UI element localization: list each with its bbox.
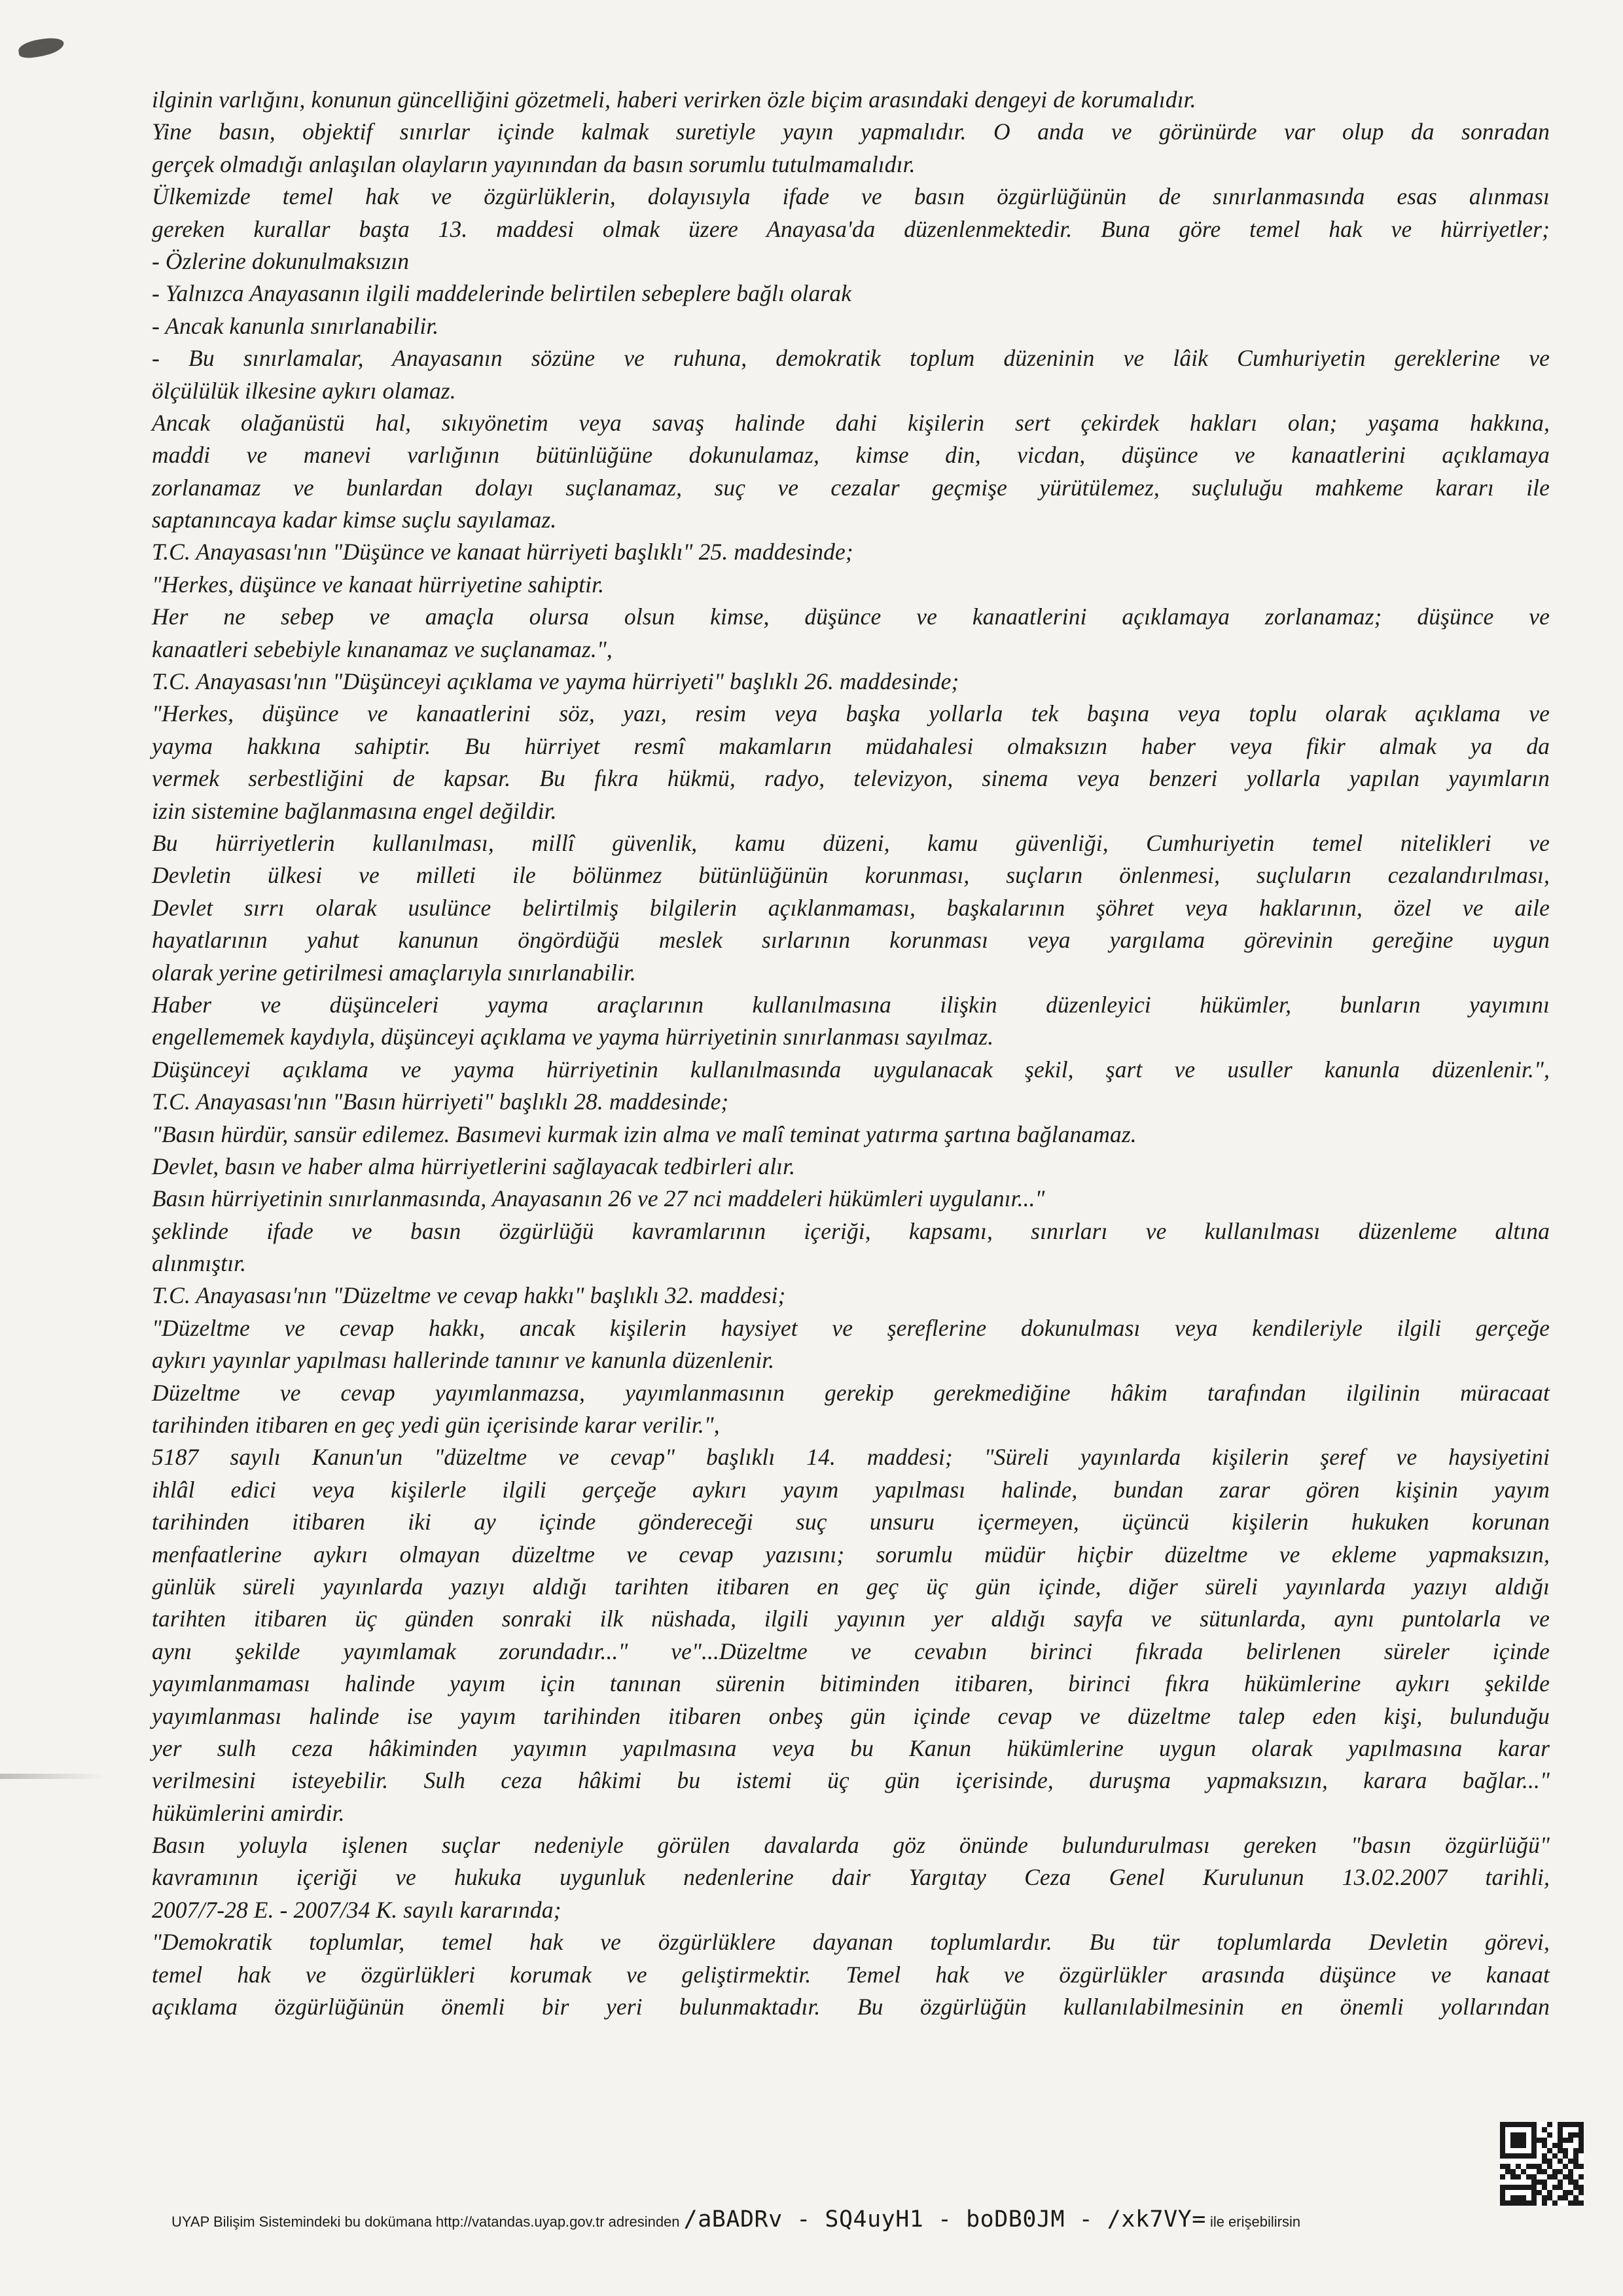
document-footer <box>171 2203 1487 2236</box>
text-line: - Bu sınırlamalar, Anayasanın sözüne ve ruhuna, demokratik toplum düzeninin ve lâik Cumhuriyetin gereklerine ve <box>152 345 1550 372</box>
text-line: Bu hürriyetlerin kullanılması, millî güvenlik, kamu düzeni, kamu güvenliği, Cumhuriyetin temel nitelikleri ve <box>152 829 1550 856</box>
text-line: tarihinden itibaren iki ay içinde göndereceği suç unsuru içermeyen, üçüncü kişilerin hukuken korunan <box>152 1509 1550 1535</box>
text-line: kavramının içeriği ve hukuka uygunluk nedenlerine dair Yargıtay Ceza Genel Kurulunun 13.02.2007 tarihli, <box>152 1864 1550 1891</box>
text-line: izin sistemine bağlanmasına engel değildir. <box>152 797 557 824</box>
text-line: aykırı yayınlar yapılması hallerinde tanınır ve kanunla düzenlenir. <box>152 1347 775 1374</box>
text-line: ölçülülük ilkesine aykırı olamaz. <box>152 377 456 404</box>
scan-artifact <box>18 36 65 59</box>
text-line: Her ne sebep ve amaçla olursa olsun kimse, düşünce ve kanaatlerini açıklamaya zorlanamaz; düşünce ve <box>152 603 1550 630</box>
text-line: "Düzeltme ve cevap hakkı, ancak kişilerin haysiyet ve şereflerine dokunulması veya kendileriyle ilgili gerçeğe <box>152 1314 1550 1341</box>
text-line: Devlet sırrı olarak usulünce belirtilmiş bilgilerin açıklanmaması, başkalarının şöhret veya haklarının, özel ve aile <box>152 894 1550 921</box>
text-line: "Herkes, düşünce ve kanaatlerini söz, yazı, resim veya başka yollarla tek başına veya toplu olarak açıklama ve <box>152 700 1550 727</box>
text-line: engellememek kaydıyla, düşünceyi açıklama ve yayma hürriyetinin sınırlanması sayılmaz. <box>152 1024 994 1050</box>
text-line: açıklama özgürlüğünün önemli bir yeri bulunmaktadır. Bu özgürlüğün kullanılabilmesinin en önemli yollarından <box>152 1994 1550 2020</box>
text-line: - Ancak kanunla sınırlanabilir. <box>152 312 439 339</box>
text-line: "Demokratik toplumlar, temel hak ve özgürlüklere dayanan toplumlardır. Bu tür toplumlarda Devletin görevi, <box>152 1929 1550 1956</box>
text-line: Basın hürriyetinin sınırlanmasında, Anayasanın 26 ve 27 nci maddeleri hükümleri uygulanır..." <box>152 1185 1045 1212</box>
text-line: ilginin varlığını, konunun güncelliğini gözetmeli, haberi verirken özle biçim arasındaki dengeyi de korumalıdır. <box>152 86 1196 113</box>
access-code: /aBADRv - SQ4uyH1 - boDB0JM - /xk7VY= <box>683 2206 1206 2233</box>
text-line: Devletin ülkesi ve milleti ile bölünmez bütünlüğünün korunması, suçların önlenmesi, suçluların cezalandırılması, <box>152 862 1550 889</box>
text-line: saptanıncaya kadar kimse suçlu sayılamaz. <box>152 507 557 533</box>
text-line: - Özlerine dokunulmaksızın <box>152 247 410 274</box>
text-line: alınmıştır. <box>152 1250 247 1277</box>
text-line: yayımlanması halinde ise yayım tarihinden itibaren onbeş gün içinde cevap ve düzeltme talep eden kişi, bulunduğu <box>152 1702 1550 1729</box>
text-line: hükümlerini amirdir. <box>152 1799 345 1826</box>
text-line: Yine basın, objektif sınırlar içinde kalmak suretiyle yayın yapmalıdır. O anda ve görünürde var olup da sonradan <box>152 118 1550 145</box>
text-line: ihlâl edici veya kişilerle ilgili gerçeğe aykırı yayım yapılması halinde, bundan zarar gören kişinin yayım <box>152 1476 1550 1503</box>
document-body <box>152 84 1550 2023</box>
text-line: 5187 sayılı Kanun'un "düzeltme ve cevap" başlıklı 14. maddesi; "Süreli yayınlarda kişilerin şeref ve haysiyetini <box>152 1444 1550 1471</box>
text-line: hayatlarının yahut kanunun öngördüğü meslek sırlarının korunması veya yargılama görevinin gereğine uygun <box>152 927 1550 954</box>
footer-suffix: ile erişebilirsin <box>1209 2214 1301 2230</box>
text-line: T.C. Anayasası'nın "Düşünceyi açıklama ve yayma hürriyeti" başlıklı 26. maddesinde; <box>152 668 959 695</box>
text-line: vermek serbestliğini de kapsar. Bu fıkra hükmü, radyo, televizyon, sinema veya benzeri yollarla yapılan yayımların <box>152 765 1550 792</box>
text-line: yer sulh ceza hâkiminden yayımın yapılmasına veya bu Kanun hükümlerine uygun olarak yapılmasına karar <box>152 1734 1550 1761</box>
text-line: "Basın hürdür, sansür edilemez. Basımevi kurmak izin alma ve malî teminat yatırma şartına bağlanamaz. <box>152 1121 1137 1147</box>
text-line: Ancak olağanüstü hal, sıkıyönetim veya savaş halinde dahi kişilerin sert çekirdek hakları olan; yaşama hakkına, <box>152 409 1550 436</box>
text-line: Devlet, basın ve haber alma hürriyetlerini sağlayacak tedbirleri alır. <box>152 1153 796 1179</box>
text-line: maddi ve manevi varlığının bütünlüğüne dokunulamaz, kimse din, vicdan, düşünce ve kanaatlerini açıklamaya <box>152 442 1550 469</box>
text-line: Haber ve düşünceleri yayma araçlarının kullanılmasına ilişkin düzenleyici hükümler, bunların yayımını <box>152 991 1550 1018</box>
text-line: - Yalnızca Anayasanın ilgili maddelerinde belirtilen sebeplere bağlı olarak <box>152 280 852 307</box>
text-line: yayımlanmaması halinde yayım için tanınan sürenin bitiminden itibaren, birinci fıkra hükümlerine aykırı şekilde <box>152 1670 1550 1697</box>
text-line: kanaatleri sebebiyle kınanamaz ve suçlanamaz.", <box>152 636 613 662</box>
text-line: Düşünceyi açıklama ve yayma hürriyetinin kullanılmasında uygulanacak şekil, şart ve usuller kanunla düzenlenir.", <box>152 1056 1550 1083</box>
text-line: şeklinde ifade ve basın özgürlüğü kavramlarının içeriği, kapsamı, sınırları ve kullanılması düzenleme altına <box>152 1217 1550 1244</box>
qr-code-icon <box>1500 2122 1584 2206</box>
text-line: tarihinden itibaren en geç yedi gün içerisinde karar verilir.", <box>152 1412 720 1439</box>
text-line: gereken kurallar başta 13. maddesi olmak üzere Anayasa'da düzenlenmektedir. Buna göre temel hak ve hürriyetler; <box>152 215 1550 242</box>
text-line: Basın yoluyla işlenen suçlar nedeniyle görülen davalarda göz önünde bulundurulması gereken "basın özgürlüğü" <box>152 1832 1550 1859</box>
text-line: olarak yerine getirilmesi amaçlarıyla sınırlanabilir. <box>152 959 636 986</box>
text-line: tarihten itibaren üç günden sonraki ilk nüshada, ilgili yayının yer aldığı sayfa ve sütunlarda, aynı puntolarla ve <box>152 1605 1550 1632</box>
text-line: yayma hakkına sahiptir. Bu hürriyet resmî makamların müdahalesi olmaksızın haber veya fikir almak ya da <box>152 732 1550 759</box>
text-line: zorlanamaz ve bunlardan dolayı suçlanamaz, suç ve cezalar geçmişe yürütülemez, suçluluğu mahkeme kararı ile <box>152 474 1550 501</box>
text-line: temel hak ve özgürlükleri korumak ve geliştirmektir. Temel hak ve özgürlükler arasında düşünce ve kanaat <box>152 1961 1550 1988</box>
text-line: Düzeltme ve cevap yayımlanmazsa, yayımlanmasının gerekip gerekmediğine hâkim tarafından ilgilinin müracaat <box>152 1379 1550 1406</box>
scan-edge-artifact <box>0 1774 105 1779</box>
text-line: Ülkemizde temel hak ve özgürlüklerin, dolayısıyla ifade ve basın özgürlüğünün de sınırlanmasında esas alınması <box>152 183 1550 210</box>
text-line: gerçek olmadığı anlaşılan olayların yayınından da basın sorumlu tutulmamalıdır. <box>152 151 916 177</box>
text-line: verilmesini isteyebilir. Sulh ceza hâkimi bu istemi üç gün içerisinde, duruşma yapmaksızın, karara bağlar..." <box>152 1767 1550 1794</box>
text-line: "Herkes, düşünce ve kanaat hürriyetine sahiptir. <box>152 571 605 598</box>
text-line: T.C. Anayasası'nın "Düzeltme ve cevap hakkı" başlıklı 32. maddesi; <box>152 1282 786 1309</box>
text-line: 2007/7-28 E. - 2007/34 K. sayılı kararında; <box>152 1896 562 1923</box>
text-line: aynı şekilde yayımlamak zorundadır..." ve"...Düzeltme ve cevabın birinci fıkrada belirlenen süreler içinde <box>152 1638 1550 1664</box>
footer-prefix: UYAP Bilişim Sistemindeki bu dokümana http://vatandas.uyap.gov.tr adresinden <box>171 2214 680 2230</box>
text-line: menfaatlerine aykırı olmayan düzeltme ve cevap yazısını; sorumlu müdür hiçbir düzeltme ve ekleme yapmaksızın, <box>152 1541 1550 1568</box>
text-line: günlük süreli yayınlarda yazıyı aldığı tarihten itibaren en geç üç gün içinde, diğer süreli yayınlarda yazıyı aldığı <box>152 1573 1550 1600</box>
text-line: T.C. Anayasası'nın "Basın hürriyeti" başlıklı 28. maddesinde; <box>152 1088 729 1115</box>
text-line: T.C. Anayasası'nın "Düşünce ve kanaat hürriyeti başlıklı" 25. maddesinde; <box>152 539 853 565</box>
